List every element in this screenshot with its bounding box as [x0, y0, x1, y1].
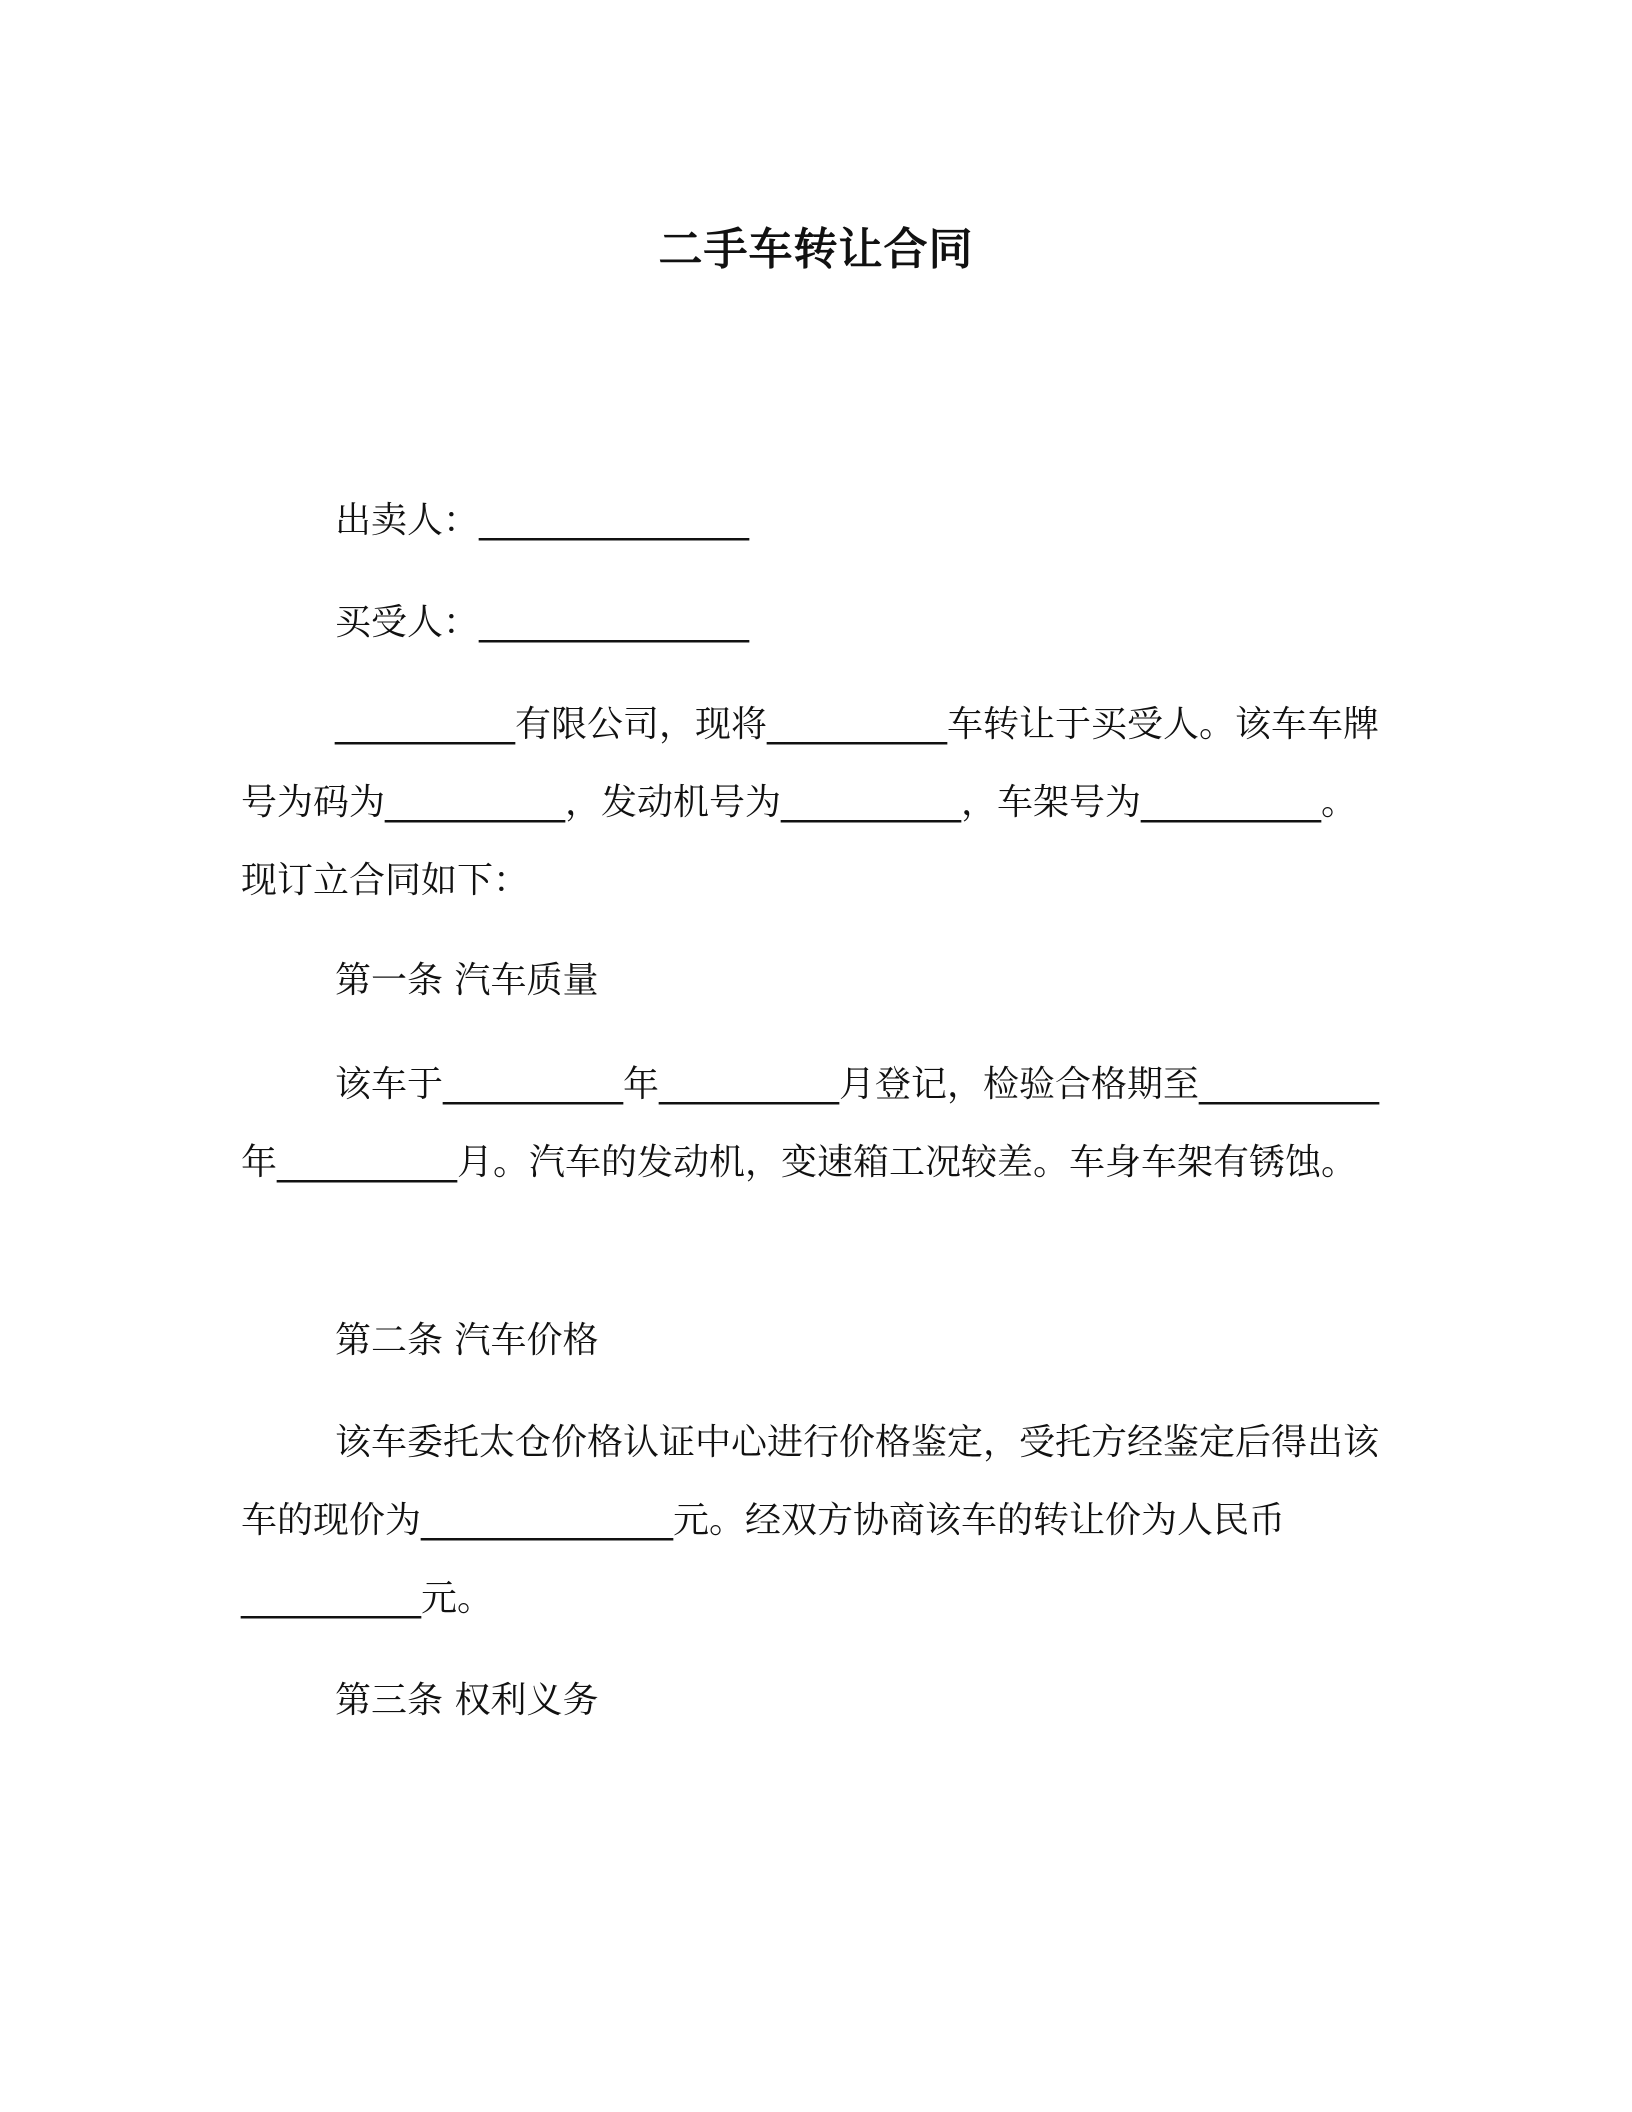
article2-heading: 第二条 汽车价格	[335, 1320, 599, 1361]
article1-paragraph-text: 该车于__________年__________月登记，检验合格期至__________年__________月。汽车的发动机，变速箱工况较差。车身车架有锈蚀。	[241, 1064, 1380, 1183]
document-title: 二手车转让合同	[658, 224, 974, 275]
intro-paragraph-text: __________有限公司，现将__________车转让于买受人。该车车牌号为码为__________，发动机号为__________，车架号为__________。现订立合同如下：	[241, 704, 1380, 901]
article2-paragraph-text: 该车委托太仓价格认证中心进行价格鉴定，受托方经鉴定后得出该车的现价为______________元。经双方协商该车的转让价为人民币__________元。	[241, 1422, 1380, 1619]
article1-paragraph	[241, 1046, 1391, 1202]
buyer-line: 买受人：_______________	[335, 602, 750, 643]
seller-line: 出卖人：_______________	[335, 500, 750, 541]
article3-heading: 第三条 权利义务	[335, 1680, 599, 1721]
intro-paragraph	[241, 686, 1391, 920]
article2-paragraph	[241, 1404, 1391, 1638]
article1-heading: 第一条 汽车质量	[335, 960, 599, 1001]
